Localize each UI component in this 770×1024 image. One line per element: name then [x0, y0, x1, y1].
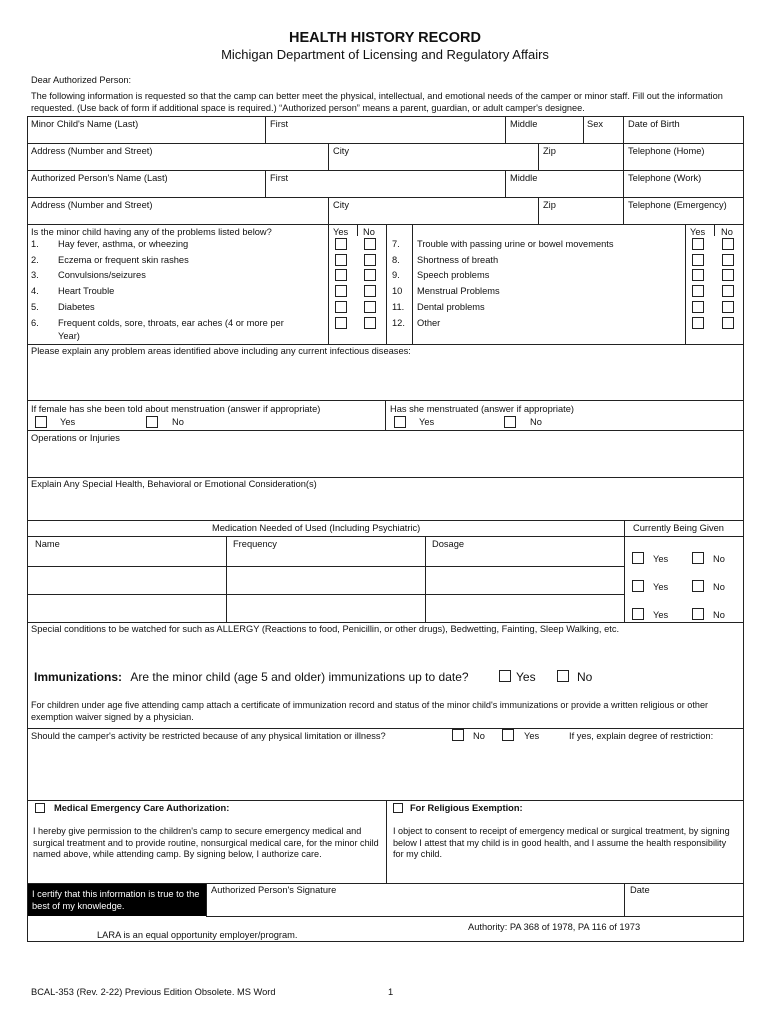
divider [623, 116, 624, 143]
problem-12-yes-checkbox[interactable] [692, 317, 704, 329]
divider [583, 116, 584, 143]
problem-num: 6. [31, 318, 39, 328]
currently-given-header: Currently Being Given [633, 523, 724, 533]
problem-num: 1. [31, 239, 39, 249]
problem-12-no-checkbox[interactable] [722, 317, 734, 329]
child-address-label: Address (Number and Street) [31, 146, 153, 156]
explain-problems-label: Please explain any problem areas identified above including any current infectious diseases: [31, 346, 411, 356]
problem-10-no-checkbox[interactable] [722, 285, 734, 297]
med-yes-label: Yes [653, 582, 669, 592]
form-number: BCAL-353 (Rev. 2-22) Previous Edition Obsolete. MS Word [31, 987, 276, 997]
divider [505, 116, 506, 143]
rule [27, 566, 624, 567]
rule [27, 143, 744, 144]
med-no-label: No [713, 610, 725, 620]
page-number: 1 [388, 987, 394, 997]
problem-label: Speech problems [417, 270, 490, 280]
religious-exemption-checkbox[interactable] [393, 803, 403, 813]
divider [624, 520, 625, 622]
med-no-label: No [713, 554, 725, 564]
menstruated-yes-checkbox[interactable] [394, 416, 406, 428]
divider [538, 197, 539, 224]
rule [27, 728, 744, 729]
divider [505, 170, 506, 197]
problem-label: Other [417, 318, 441, 328]
problem-2-yes-checkbox[interactable] [335, 254, 347, 266]
problem-label: Trouble with passing urine or bowel movements [417, 239, 614, 249]
auth-city-label: City [333, 200, 350, 210]
menstruated-no-checkbox[interactable] [504, 416, 516, 428]
medication-header: Medication Needed of Used (Including Psychiatric) [212, 523, 421, 533]
page-subtitle: Michigan Department of Licensing and Regulatory Affairs [221, 47, 549, 62]
restriction-no-label: No [473, 731, 485, 741]
menstruation-told-no-checkbox[interactable] [146, 416, 158, 428]
menstruation-told-label: If female has she been told about menstruation (answer if appropriate) [31, 404, 321, 414]
equal-opportunity: LARA is an equal opportunity employer/program. [97, 930, 298, 940]
restriction-yes-checkbox[interactable] [502, 729, 514, 741]
problem-10-yes-checkbox[interactable] [692, 285, 704, 297]
divider [385, 400, 386, 430]
problem-label: Hay fever, asthma, or wheezing [58, 239, 189, 249]
problem-6-no-checkbox[interactable] [364, 317, 376, 329]
operations-label: Operations or Injuries [31, 433, 120, 443]
divider [685, 224, 686, 344]
immunizations-row [34, 670, 469, 684]
problems-question: Is the minor child having any of the problems listed below? [31, 227, 272, 237]
divider [265, 170, 266, 197]
med-yes-label: Yes [653, 610, 669, 620]
special-conditions-label: Special conditions to be watched for such as ALLERGY (Reactions to food, Penicillin, or other drugs), Bedwetting, Fainting, Sleep Walking, etc. [31, 624, 620, 634]
problems-yes-header: Yes [333, 227, 349, 237]
problem-11-yes-checkbox[interactable] [692, 301, 704, 313]
sex-label: Sex [587, 119, 604, 129]
problem-label: Frequent colds, sore, throats, ear aches (4 or more per [58, 318, 284, 328]
auth-middle-label: Middle [510, 173, 538, 183]
medical-auth-title: Medical Emergency Care Authorization: [54, 803, 230, 813]
immunizations-yes-label: Yes [516, 670, 536, 684]
religious-exemption-text: I object to consent to receipt of emergency medical or surgical treatment, by signing below I attest that my child is in good health, and I assume the health responsibility for my child. [393, 826, 730, 859]
problem-num: 4. [31, 286, 39, 296]
problem-num: 2. [31, 255, 39, 265]
problem-6-yes-checkbox[interactable] [335, 317, 347, 329]
problem-num: 11. [392, 302, 405, 312]
certify-statement: I certify that this information is true to the best of my knowledge. [28, 884, 206, 916]
immunizations-label: Immunizations: [34, 670, 123, 684]
problems-no-header: No [363, 227, 375, 237]
rule [27, 622, 744, 623]
problem-9-yes-checkbox[interactable] [692, 269, 704, 281]
divider [624, 883, 625, 916]
rule [27, 594, 624, 595]
rule [206, 916, 744, 917]
problem-num: 12. [392, 318, 405, 328]
auth-name-label: Authorized Person's Name (Last) [31, 173, 168, 183]
intro-text: The following information is requested so that the camp can better meet the physical, intellectual, and emotional needs of the camper or minor staff. Fill out the information requested. (Use back of form if additional space is required.) “Authorized person” means a parent, guardian, or adult camper's designee. [31, 91, 723, 113]
divider [328, 143, 329, 170]
rule [27, 520, 744, 521]
tel-work-label: Telephone (Work) [628, 173, 702, 183]
problem-8-yes-checkbox[interactable] [692, 254, 704, 266]
rule [27, 116, 744, 117]
problem-1-yes-checkbox[interactable] [335, 238, 347, 250]
child-first-label: First [270, 119, 289, 129]
divider [714, 224, 715, 236]
problem-5-yes-checkbox[interactable] [335, 301, 347, 313]
problem-5-no-checkbox[interactable] [364, 301, 376, 313]
problem-label: Convulsions/seizures [58, 270, 146, 280]
immunizations-no-checkbox[interactable] [557, 670, 569, 682]
problem-11-no-checkbox[interactable] [722, 301, 734, 313]
med-3-yes-checkbox[interactable] [632, 608, 644, 620]
rule [27, 477, 744, 478]
menstruation-told-yes-label: Yes [60, 417, 76, 427]
rule [27, 430, 744, 431]
med-frequency-header: Frequency [233, 539, 277, 549]
immunizations-question: Are the minor child (age 5 and older) immunizations up to date? [130, 670, 469, 684]
problem-num: 7. [392, 239, 400, 249]
auth-zip-label: Zip [543, 200, 556, 210]
problem-7-no-checkbox[interactable] [722, 238, 734, 250]
problem-label: Diabetes [58, 302, 95, 312]
form-left-border [27, 116, 28, 942]
problem-num: 9. [392, 270, 400, 280]
restriction-yes-label: Yes [524, 731, 540, 741]
medical-auth-text: I hereby give permission to the children's camp to secure emergency medical and surgical treatment and to provide routine, nonsurgical medical care, for the minor child named above, while attending camp. By signing below, I authorize care. [33, 826, 379, 859]
form-right-border [743, 116, 744, 942]
divider [386, 224, 387, 344]
divider [206, 883, 207, 916]
problem-9-no-checkbox[interactable] [722, 269, 734, 281]
child-zip-label: Zip [543, 146, 556, 156]
med-2-yes-checkbox[interactable] [632, 580, 644, 592]
problem-num: 10 [392, 286, 403, 296]
problem-7-yes-checkbox[interactable] [692, 238, 704, 250]
auth-address-label: Address (Number and Street) [31, 200, 153, 210]
divider [623, 197, 624, 224]
restriction-explain-label: If yes, explain degree of restriction: [569, 731, 714, 741]
special-considerations-label: Explain Any Special Health, Behavioral or Emotional Consideration(s) [31, 479, 317, 489]
rule [27, 536, 744, 537]
problem-num: 3. [31, 270, 39, 280]
menstruated-no-label: No [530, 417, 542, 427]
med-dosage-header: Dosage [432, 539, 465, 549]
problem-8-no-checkbox[interactable] [722, 254, 734, 266]
rule [27, 170, 744, 171]
problem-2-no-checkbox[interactable] [364, 254, 376, 266]
med-2-no-checkbox[interactable] [692, 580, 704, 592]
problem-4-yes-checkbox[interactable] [335, 285, 347, 297]
problem-label: Menstrual Problems [417, 286, 500, 296]
tel-emergency-label: Telephone (Emergency) [628, 200, 727, 210]
date-label: Date [630, 885, 650, 895]
menstruated-yes-label: Yes [419, 417, 435, 427]
dob-label: Date of Birth [628, 119, 680, 129]
problem-3-yes-checkbox[interactable] [335, 269, 347, 281]
page-title: HEALTH HISTORY RECORD [288, 30, 481, 46]
divider [328, 224, 329, 344]
immunizations-yes-checkbox[interactable] [499, 670, 511, 682]
divider [265, 116, 266, 143]
problem-1-no-checkbox[interactable] [364, 238, 376, 250]
rule [27, 197, 744, 198]
problem-4-no-checkbox[interactable] [364, 285, 376, 297]
child-name-last-label: Minor Child's Name (Last) [31, 119, 139, 129]
child-city-label: City [333, 146, 350, 156]
menstruated-label: Has she menstruated (answer if appropriate) [390, 404, 574, 414]
problem-3-no-checkbox[interactable] [364, 269, 376, 281]
med-name-header: Name [35, 539, 60, 549]
auth-first-label: First [270, 173, 289, 183]
menstruation-told-no-label: No [172, 417, 184, 427]
immunizations-no-label: No [577, 670, 593, 684]
salutation: Dear Authorized Person: [31, 75, 132, 85]
divider [623, 170, 624, 197]
divider [357, 224, 358, 236]
authority-text: Authority: PA 368 of 1978, PA 116 of 1973 [468, 922, 641, 932]
restriction-no-checkbox[interactable] [452, 729, 464, 741]
med-yes-label: Yes [653, 554, 669, 564]
divider [623, 143, 624, 170]
divider [538, 143, 539, 170]
med-1-no-checkbox[interactable] [692, 552, 704, 564]
problem-label: Shortness of breath [417, 255, 499, 265]
med-no-label: No [713, 582, 725, 592]
problem-num: 8. [392, 255, 400, 265]
med-3-no-checkbox[interactable] [692, 608, 704, 620]
child-middle-label: Middle [510, 119, 538, 129]
problems-no-header-right: No [721, 227, 733, 237]
medical-auth-checkbox[interactable] [35, 803, 45, 813]
med-1-yes-checkbox[interactable] [632, 552, 644, 564]
signature-label: Authorized Person's Signature [211, 885, 337, 895]
religious-exemption-title: For Religious Exemption: [410, 803, 523, 813]
problem-label: Eczema or frequent skin rashes [58, 255, 189, 265]
restriction-question: Should the camper's activity be restricted because of any physical limitation or illness? [31, 731, 386, 741]
problem-label: Heart Trouble [58, 286, 115, 296]
problem-label: Dental problems [417, 302, 485, 312]
divider [328, 197, 329, 224]
divider [425, 536, 426, 622]
rule [27, 344, 744, 345]
problem-num: 5. [31, 302, 39, 312]
problems-yes-header-right: Yes [690, 227, 706, 237]
menstruation-told-yes-checkbox[interactable] [35, 416, 47, 428]
divider [386, 800, 387, 883]
immunizations-note: For children under age five attending camp attach a certificate of immunization record and status of the minor child's immunizations or provide a written religious or other exemption waiver signed by a physician. [31, 700, 709, 722]
problem-label-cont: Year) [58, 331, 80, 341]
divider [412, 224, 413, 344]
tel-home-label: Telephone (Home) [628, 146, 705, 156]
divider [226, 536, 227, 622]
rule [27, 941, 744, 942]
